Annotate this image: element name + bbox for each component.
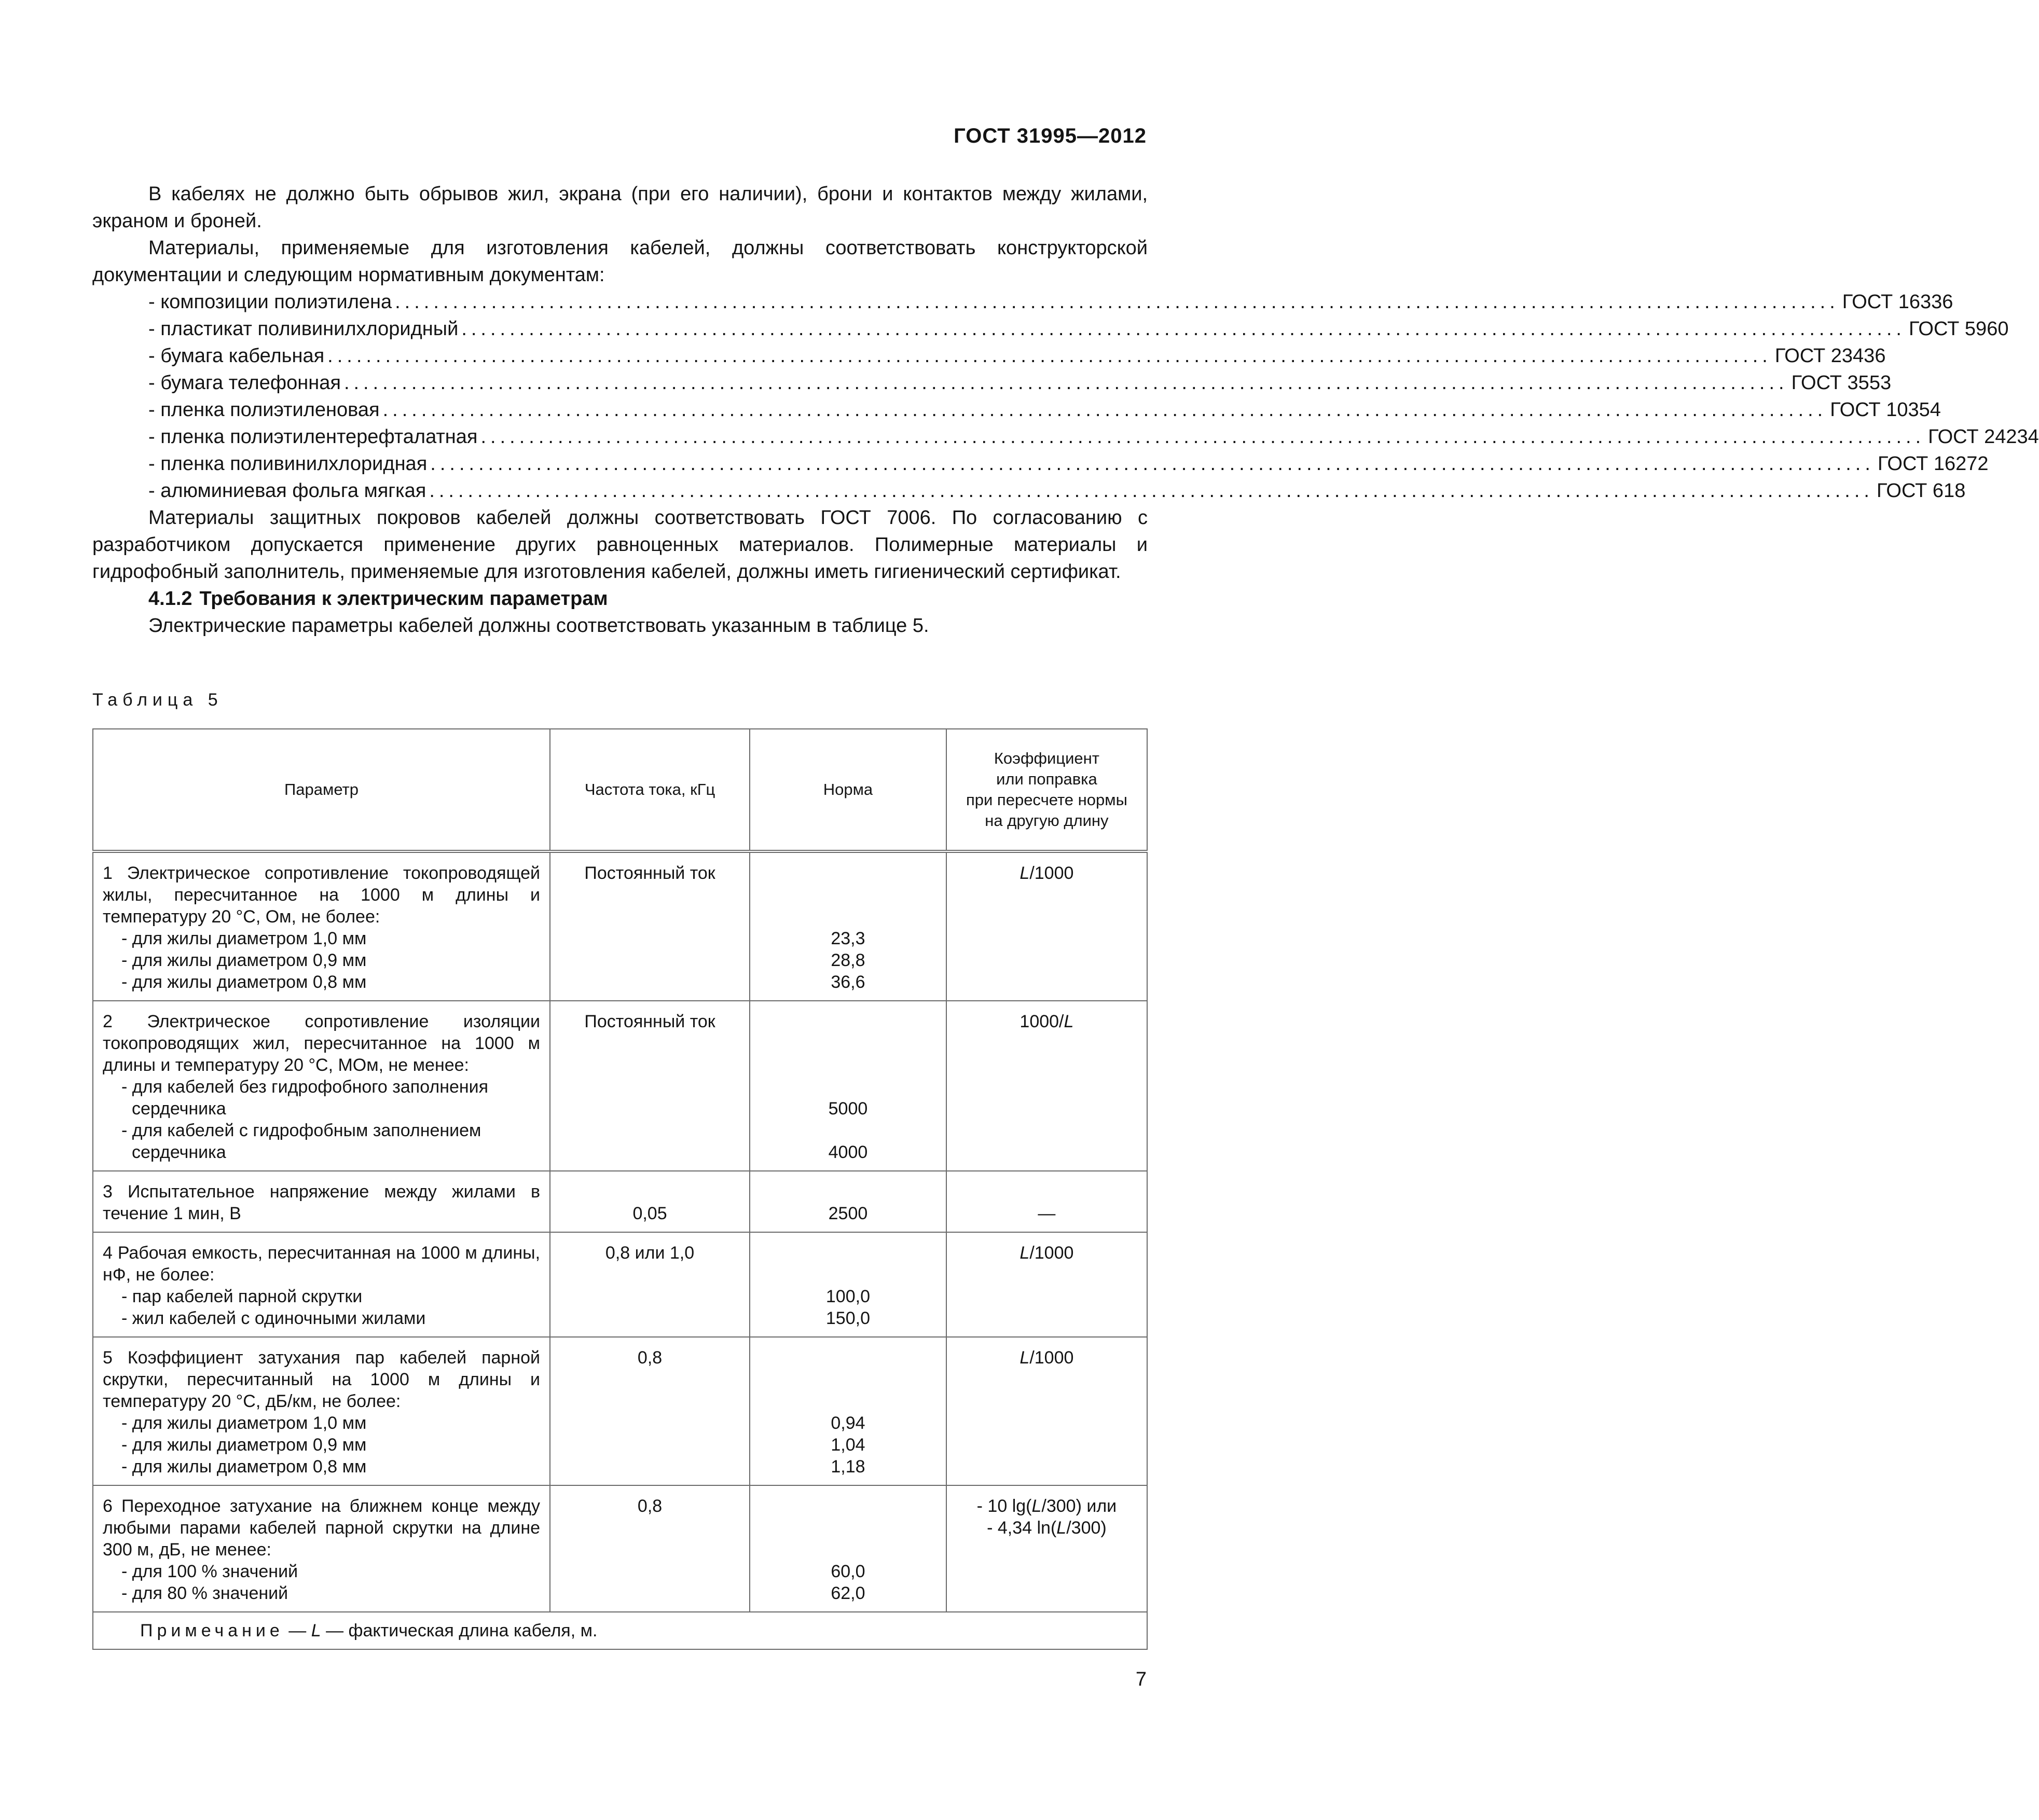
cell-frequency: Постоянный ток [550,851,750,1001]
material-name: - бумага телефонная [148,372,341,394]
list-item [148,315,2009,342]
cell-param: 2 Электрическое сопротивление изоляции токопроводящих жил, пересчитанное на 1000 м длины и температуру 20 °С, МОм, не менее: - для кабелей без гидрофобного заполнения сердечника - для кабелей с гидрофобным заполнением сердечника [93,1001,550,1171]
material-name: - пластикат поливинилхлоридный [148,318,459,340]
dot-leader: ...................................................................................................................................................... [430,453,1875,475]
header-norm: Норма [750,729,946,851]
list-item [148,477,1966,504]
cell-norm: 100,0 150,0 [750,1232,946,1337]
standard-reference: ГОСТ 3553 [1791,372,1892,394]
material-name: - алюминиевая фольга мягкая [148,480,426,502]
cell-coefficient: L/1000 [946,1337,1147,1485]
dot-leader: ...................................................................................................................................................... [429,480,1873,502]
body-text [92,181,2039,639]
cell-frequency: Постоянный ток [550,1001,750,1171]
standard-reference: ГОСТ 24234 [1928,426,2039,448]
paragraph-protective-covers: Материалы защитных покровов кабелей должны соответствовать ГОСТ 7006. По согласованию с разработчиком допускается применение других равноценных материалов. Полимерные материалы и гидрофобный заполнитель, применяемые для изготовления кабелей, должны иметь гигиенический сертификат. [92,507,1148,583]
material-name: - пленка полиэтиленовая [148,399,380,421]
material-name: - бумага кабельная [148,345,325,367]
standard-reference: ГОСТ 10354 [1830,399,1941,421]
standard-reference: ГОСТ 16336 [1842,291,1953,313]
list-item [148,369,1892,396]
table-row [93,851,1147,1001]
table-row [93,1337,1147,1485]
table-caption: Таблица 5 [92,690,223,710]
paragraph-electrical-params: Электрические параметры кабелей должны соответствовать указанным в таблице 5. [148,615,929,637]
cell-param: 1 Электрическое сопротивление токопроводящей жилы, пересчитанное на 1000 м длины и температуру 20 °С, Ом, не более: - для жилы диаметром 1,0 мм - для жилы диаметром 0,9 мм - для жилы диаметром 0,8 мм [93,851,550,1001]
table-note-row [93,1612,1147,1649]
material-name: - композиции полиэтилена [148,291,392,313]
cell-frequency: 0,8 [550,1485,750,1612]
cell-frequency: 0,8 [550,1337,750,1485]
cell-norm: 0,94 1,04 1,18 [750,1337,946,1485]
list-item [148,288,1953,315]
cell-param: 4 Рабочая емкость, пересчитанная на 1000 м длины, нФ, не более: - пар кабелей парной скрутки - жил кабелей с одиночными жилами [93,1232,550,1337]
cell-param: 3 Испытательное напряжение между жилами в течение 1 мин, В [93,1171,550,1232]
subsection-title: Требования к электрическим параметрам [199,588,608,610]
table-row [93,1171,1147,1232]
dot-leader: ...................................................................................................................................................... [395,291,1839,313]
cell-norm: 5000 4000 [750,1001,946,1171]
material-name: - пленка полиэтилентерефталатная [148,426,478,448]
dot-leader: ...................................................................................................................................................... [480,426,1925,448]
material-name: - пленка поливинилхлоридная [148,453,428,475]
table-row [93,1232,1147,1337]
paragraph-no-breaks: В кабелях не должно быть обрывов жил, экрана (при его наличии), брони и контактов между жилами, экраном и броней. [92,183,1148,232]
dot-leader: ...................................................................................................................................................... [461,318,1906,340]
cell-param: 5 Коэффициент затухания пар кабелей парной скрутки, пересчитанный на 1000 м длины и температуру 20 °С, дБ/км, не более: - для жилы диаметром 1,0 мм - для жилы диаметром 0,9 мм - для жилы диаметром 0,8 мм [93,1337,550,1485]
cell-norm: 60,0 62,0 [750,1485,946,1612]
cell-coefficient: L/1000 [946,1232,1147,1337]
cell-frequency: 0,05 [550,1171,750,1232]
electrical-parameters-table [92,728,1148,1650]
table-row [93,1485,1147,1612]
list-item [148,450,1989,477]
subsection-heading [92,585,1148,612]
standard-reference: ГОСТ 5960 [1908,318,2009,340]
dot-leader: ...................................................................................................................................................... [327,345,1772,367]
cell-coefficient: - 10 lg(L/300) или - 4,34 ln(L/300) [946,1485,1147,1612]
dot-leader: ...................................................................................................................................................... [382,399,1827,421]
standard-reference: ГОСТ 16272 [1877,453,1989,475]
document-code-header: ГОСТ 31995—2012 [954,125,1147,147]
standard-reference: ГОСТ 23436 [1774,345,1886,367]
dot-leader: ...................................................................................................................................................... [343,372,1788,394]
subsection-number: 4.1.2 [148,588,192,610]
table-row [93,1001,1147,1171]
table-header-row [93,729,1147,851]
list-item [148,396,1941,423]
page-number: 7 [1135,1669,1147,1690]
header-coefficient: Коэффициент или поправка при пересчете нормы на другую длину [946,729,1147,851]
list-item [148,342,1886,369]
table-note: Примечание — L — фактическая длина кабеля, м. [93,1612,1147,1649]
header-frequency: Частота тока, кГц [550,729,750,851]
cell-frequency: 0,8 или 1,0 [550,1232,750,1337]
materials-list [92,288,2039,504]
cell-coefficient: 1000/L [946,1001,1147,1171]
cell-norm: 2500 [750,1171,946,1232]
cell-param: 6 Переходное затухание на ближнем конце между любыми парами кабелей парной скрутки на длине 300 м, дБ, не менее: - для 100 % значений - для 80 % значений [93,1485,550,1612]
standard-reference: ГОСТ 618 [1876,480,1966,502]
list-item [148,423,2039,450]
cell-norm: 23,3 28,8 36,6 [750,851,946,1001]
paragraph-materials-intro: Материалы, применяемые для изготовления кабелей, должны соответствовать конструкторской документации и следующим нормативным документам: [92,237,1148,286]
header-param: Параметр [93,729,550,851]
cell-coefficient: — [946,1171,1147,1232]
cell-coefficient: L/1000 [946,851,1147,1001]
